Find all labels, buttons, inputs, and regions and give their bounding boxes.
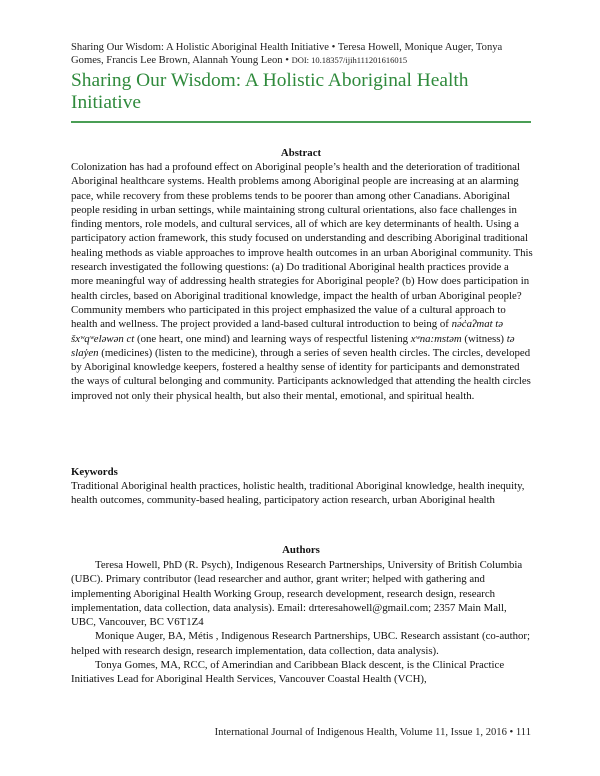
abstract-text-4: (medicines) (listen to the medicine), through a series of seven health circles. The circles, developed by Aboriginal knowledge keepers, fostered a healthy sense of identity for participants and demonstrated the ways of cultural belonging and community. Participants acknowledged that attending the health circles improved not only their physical health, but also their mental, emotional, and spiritual health. bbox=[71, 346, 531, 402]
title-divider bbox=[71, 121, 531, 123]
authors-section bbox=[71, 558, 533, 687]
keywords-heading: Keywords bbox=[71, 466, 118, 478]
authors-heading: Authors bbox=[282, 544, 320, 556]
halkomelem-term-1: nə́c̓aʔmat tə šxʷqʷeləwən ct bbox=[71, 318, 504, 345]
article-title: Sharing Our Wisdom: A Holistic Aboriginal Health Initiative bbox=[71, 70, 469, 113]
halkomelem-term-3: tə slay̓en bbox=[71, 332, 515, 359]
abstract-text bbox=[71, 160, 533, 403]
author-paragraph-howell: Teresa Howell, PhD (R. Psych), Indigenous Research Partnerships, University of British Columbia (UBC). Primary contributor (lead researcher and author, grant writer; helped with gathering and implementing Aboriginal Health Working Group, research development, research design, research implementation, data collection, data analysis). Email: drteresahowell@gmail.com; 2357 Main Mall, UBC, Vancouver, BC V6T1Z4 bbox=[71, 559, 523, 629]
abstract-heading: Abstract bbox=[280, 147, 322, 159]
abstract-text-3: (witness) bbox=[464, 332, 504, 345]
doi[interactable]: DOI: 10.18357/ijih111201616015 bbox=[291, 55, 408, 65]
running-head bbox=[71, 41, 531, 67]
author-paragraph-auger: Monique Auger, BA, Métis , Indigenous Research Partnerships, UBC. Research assistant (co-author; helped with research design, research implementation, data collection, data analysis). bbox=[71, 630, 530, 657]
abstract-text-1: Colonization has had a profound effect on Aboriginal people’s health and the deterioration of traditional Aboriginal healthcare systems. Health problems among Aboriginal people are increasing at an alarming pace, while recovery from these problems tends to be poorer than among other Canadians. Aboriginal people residing in urban settings, while maintaining strong cultural orientations, also face challenges in finding mentors, role models, and cultural services, all of which are key determinants of health. Using a participatory action framework, this study focused on understanding and describing Aboriginal traditional healing methods as viable approaches to improve health outcomes in an urban Aboriginal community. This research investigated the following questions: (a) Do traditional Aboriginal health practices provide a more meaningful way of addressing health strategies for Aboriginal people? (b) How does participation in health circles, based on Aboriginal traditional knowledge, impact the health of urban Aboriginal people? Community members who participated in this project emphasized the value of a cultural approach to health and wellness. The project provided a land-based cultural introduction to being of bbox=[71, 161, 533, 331]
halkomelem-term-2: xʷna:mstəm bbox=[410, 332, 462, 345]
page-footer: International Journal of Indigenous Health, Volume 11, Issue 1, 2016 • 111 bbox=[214, 727, 531, 738]
keywords-text: Traditional Aboriginal health practices, holistic health, traditional Aboriginal knowledge, health inequity, health outcomes, community-based healing, participatory action research, urban Aboriginal health bbox=[71, 480, 525, 507]
running-head-text: Sharing Our Wisdom: A Holistic Aboriginal Health Initiative • Teresa Howell, Monique Auger, Tonya Gomes, Francis Lee Brown, Alannah Young Leon • bbox=[71, 42, 503, 66]
abstract-text-2: (one heart, one mind) and learning ways of respectful listening bbox=[136, 332, 409, 345]
author-paragraph-gomes: Tonya Gomes, MA, RCC, of Amerindian and Caribbean Black descent, is the Clinical Practice Initiatives Lead for Aboriginal Health Services, Vancouver Coastal Health (VCH), bbox=[71, 659, 505, 686]
